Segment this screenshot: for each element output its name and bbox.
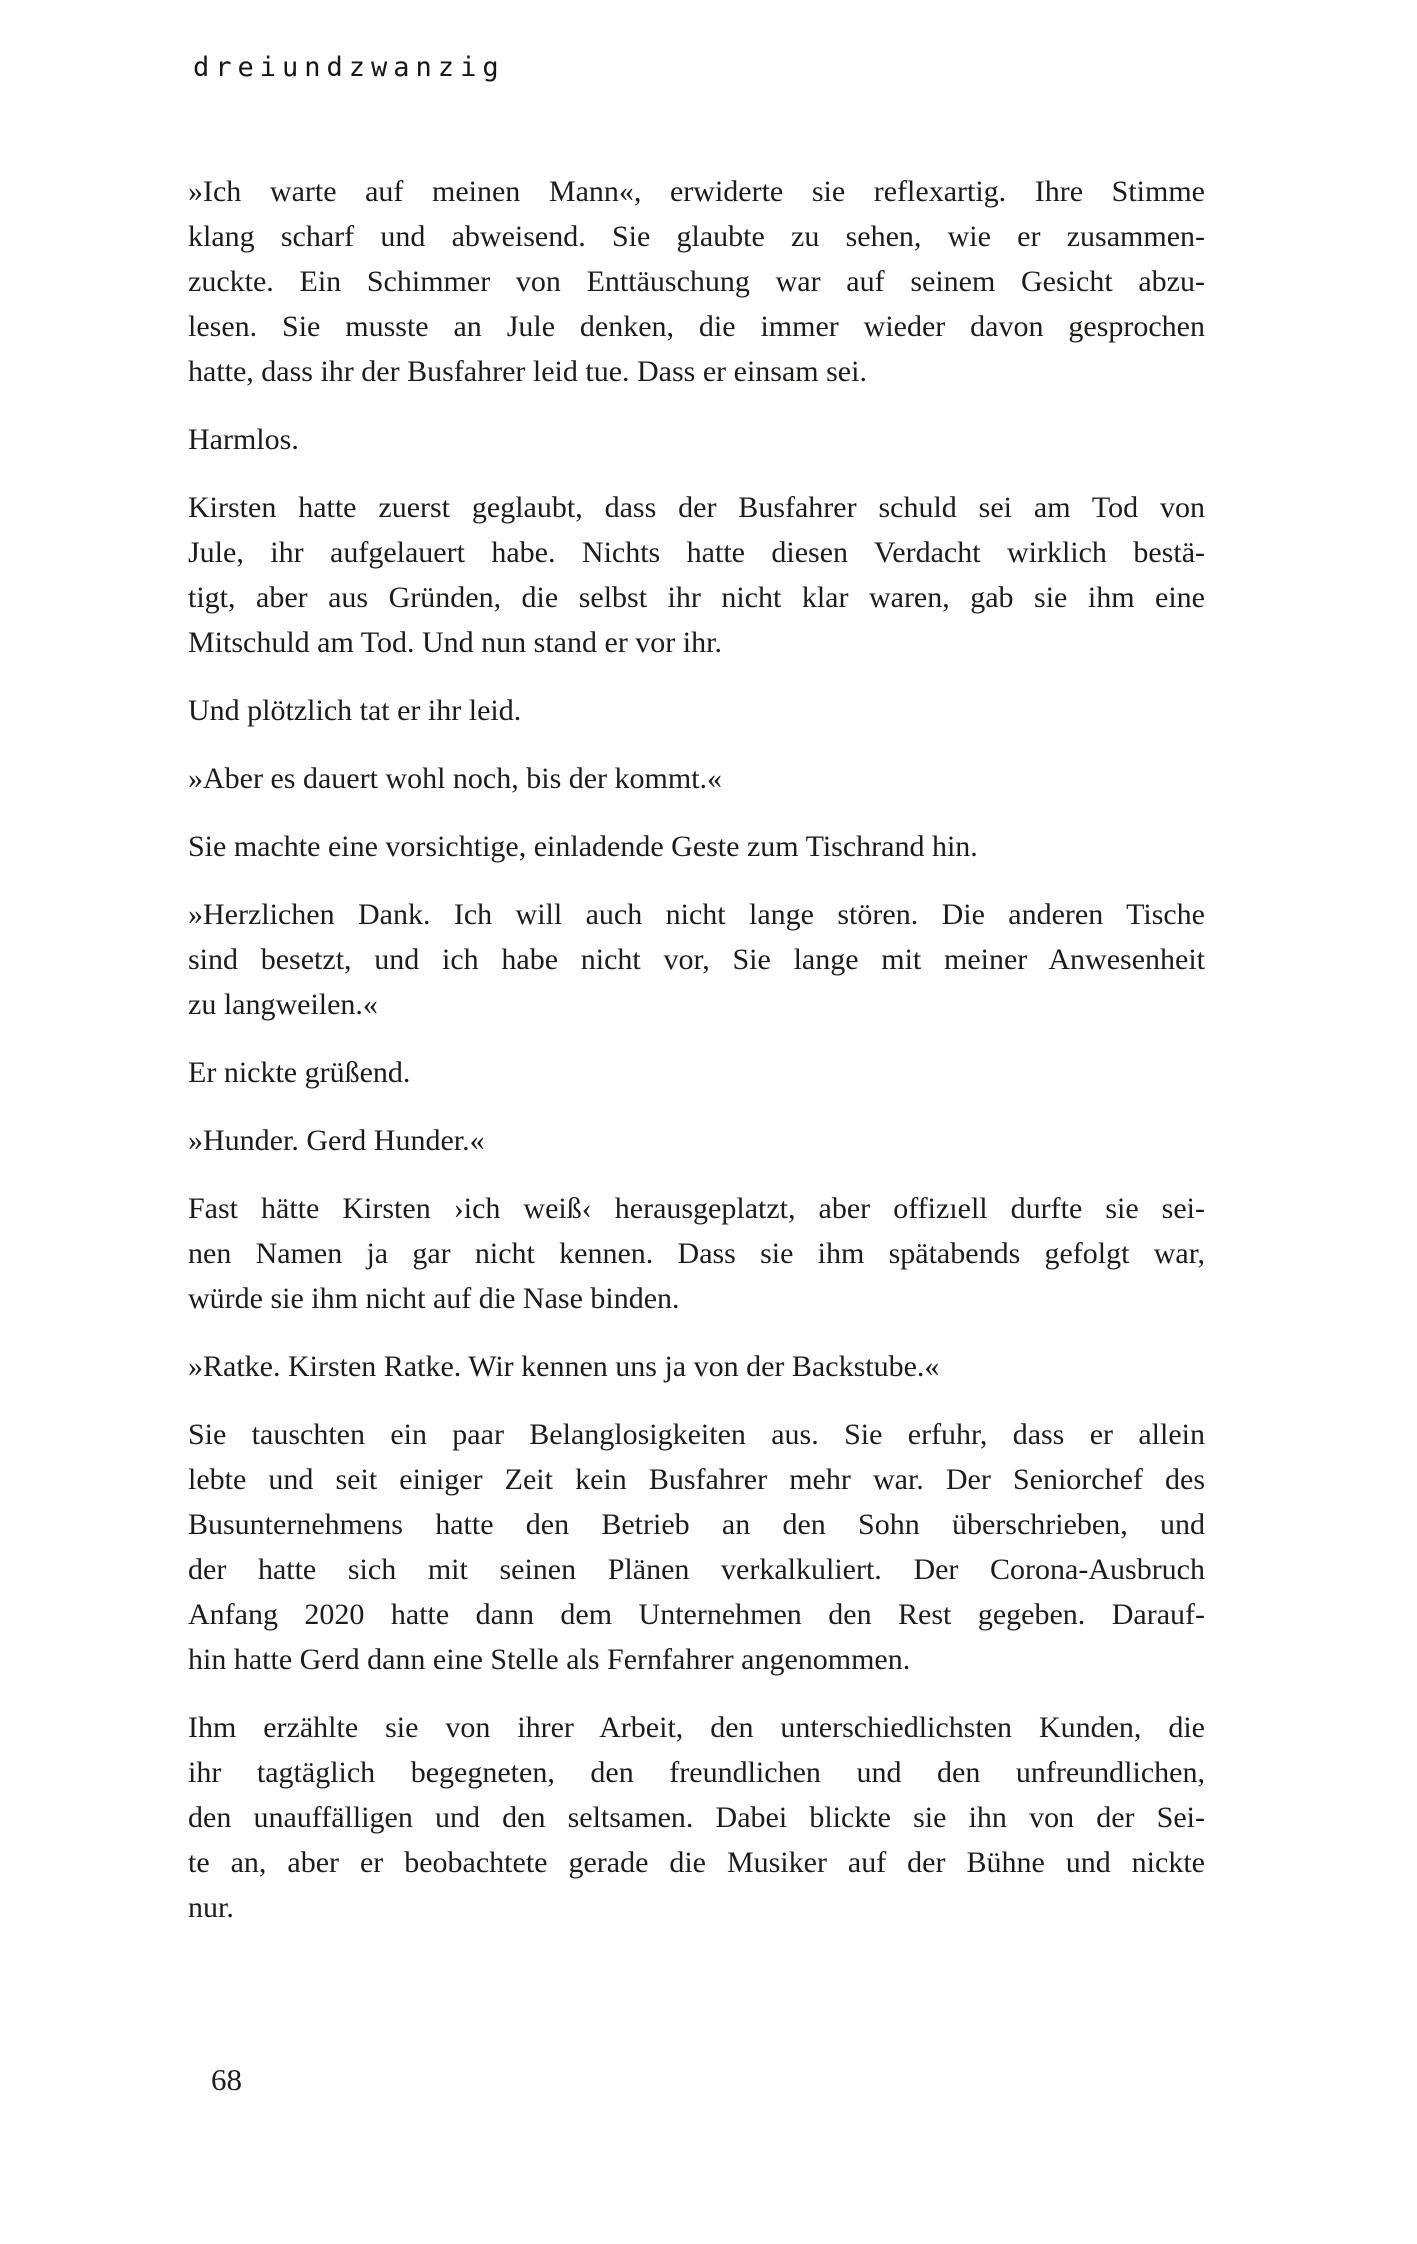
paragraph <box>188 1186 1205 1321</box>
paragraph <box>188 169 1205 394</box>
text-line: »Ratke. Kirsten Ratke. Wir kennen uns ja von der Backstube.« <box>188 1350 940 1383</box>
paragraph <box>188 1412 1205 1682</box>
text-line: »Ich warte auf meinen Mann«, erwiderte sie reflexartig. Ihre Stimme <box>188 175 1205 208</box>
text-line: Harmlos. <box>188 423 299 456</box>
text-line: »Aber es dauert wohl noch, bis der kommt.« <box>188 762 723 795</box>
paragraph <box>188 892 1205 1027</box>
paragraph <box>188 485 1205 665</box>
text-line: den unauffälligen und den seltsamen. Dabei blickte sie ihn von der Sei- <box>188 1801 1205 1834</box>
text-line: Fast hätte Kirsten ›ich weiß‹ herausgeplatzt, aber offizıell durfte sie sei- <box>188 1192 1205 1225</box>
text-line: Sie machte eine vorsichtige, einladende Geste zum Tischrand hin. <box>188 830 978 863</box>
chapter-heading: dreiundzwanzig <box>193 52 505 83</box>
paragraph <box>188 1705 1205 1930</box>
text-line: zuckte. Ein Schimmer von Enttäuschung war auf seinem Gesicht abzu- <box>188 265 1205 298</box>
text-line: sind besetzt, und ich habe nicht vor, Sie lange mit meiner Anwesenheit <box>188 943 1205 976</box>
paragraph <box>188 824 1205 869</box>
text-line: Ihm erzählte sie von ihrer Arbeit, den unterschiedlichsten Kunden, die <box>188 1711 1205 1744</box>
paragraph <box>188 1050 1205 1095</box>
text-line: nur. <box>188 1891 234 1924</box>
text-line: lesen. Sie musste an Jule denken, die immer wieder davon gesprochen <box>188 310 1205 343</box>
text-line: Sie tauschten ein paar Belanglosigkeiten aus. Sie erfuhr, dass er allein <box>188 1418 1205 1451</box>
text-line: Anfang 2020 hatte dann dem Unternehmen den Rest gegeben. Darauf- <box>188 1598 1205 1631</box>
text-line: Er nickte grüßend. <box>188 1056 411 1089</box>
text-line: Kirsten hatte zuerst geglaubt, dass der Busfahrer schuld sei am Tod von <box>188 491 1205 524</box>
text-line: zu langweilen.« <box>188 988 378 1021</box>
text-line: hin hatte Gerd dann eine Stelle als Fernfahrer angenommen. <box>188 1643 911 1676</box>
text-line: »Hunder. Gerd Hunder.« <box>188 1124 485 1157</box>
text-line: Jule, ihr aufgelauert habe. Nichts hatte diesen Verdacht wirklich bestä- <box>188 536 1205 569</box>
text-line: »Herzlichen Dank. Ich will auch nicht lange stören. Die anderen Tische <box>188 898 1205 931</box>
paragraph <box>188 417 1205 462</box>
paragraph <box>188 1118 1205 1163</box>
text-line: Mitschuld am Tod. Und nun stand er vor ihr. <box>188 626 722 659</box>
page-body <box>188 169 1205 1953</box>
text-line: ihr tagtäglich begegneten, den freundlichen und den unfreundlichen, <box>188 1756 1205 1789</box>
text-line: der hatte sich mit seinen Plänen verkalkuliert. Der Corona-Ausbruch <box>188 1553 1205 1586</box>
page-number: 68 <box>211 2062 242 2097</box>
text-line: hatte, dass ihr der Busfahrer leid tue. Dass er einsam sei. <box>188 355 867 388</box>
paragraph <box>188 1344 1205 1389</box>
text-line: nen Namen ja gar nicht kennen. Dass sie ihm spätabends gefolgt war, <box>188 1237 1205 1270</box>
text-line: Und plötzlich tat er ihr leid. <box>188 694 522 727</box>
text-line: Busunternehmens hatte den Betrieb an den Sohn überschrieben, und <box>188 1508 1205 1541</box>
text-line: tigt, aber aus Gründen, die selbst ihr nicht klar waren, gab sie ihm eine <box>188 581 1205 614</box>
text-line: würde sie ihm nicht auf die Nase binden. <box>188 1282 680 1315</box>
text-line: lebte und seit einiger Zeit kein Busfahrer mehr war. Der Seniorchef des <box>188 1463 1205 1496</box>
text-line: te an, aber er beobachtete gerade die Musiker auf der Bühne und nickte <box>188 1846 1205 1879</box>
paragraph <box>188 688 1205 733</box>
text-line: klang scharf und abweisend. Sie glaubte zu sehen, wie er zusammen- <box>188 220 1205 253</box>
paragraph <box>188 756 1205 801</box>
